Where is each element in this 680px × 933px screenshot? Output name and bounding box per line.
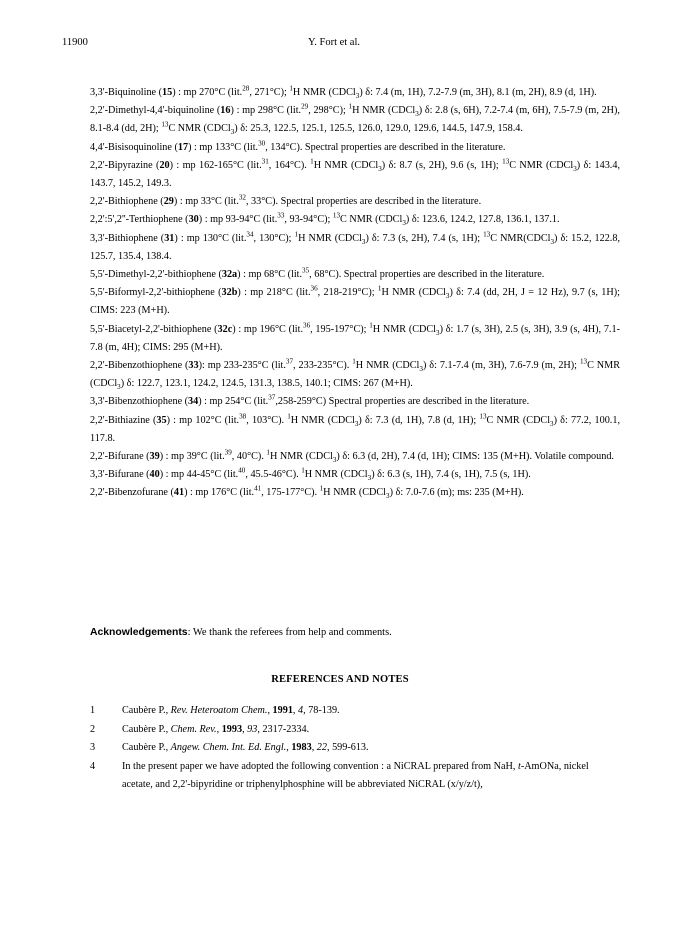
bold-text: 16: [220, 105, 231, 117]
text-run: Caubère P.,: [122, 705, 171, 716]
italic-text: Rev. Heteroatom Chem.: [170, 705, 268, 716]
text-run: ) : mp 162-165°C (lit.: [169, 159, 262, 171]
reference-text: [122, 721, 620, 740]
text-run: , 271°C);: [249, 87, 290, 98]
subscript: 3: [419, 365, 423, 374]
text-run: ) δ: 2.8 (s, 6H), 7.2-7.4 (m, 6H), 7.5-7.9 (m, 2H), 8.1-8.4 (dd, 2H);: [90, 105, 620, 135]
reference-text: [122, 758, 620, 795]
text-run: 5,5'-Biformyl-2,2'-bithiophene (: [90, 287, 222, 299]
subscript: 3: [573, 164, 577, 173]
text-run: Caubère P.,: [122, 723, 171, 735]
superscript: 35: [302, 266, 310, 275]
bold-text: 1993: [221, 723, 243, 735]
text-run: , 40°C).: [231, 451, 267, 463]
text-run: C NMR (CDCl: [340, 214, 403, 226]
bold-text: 32b: [221, 287, 238, 299]
italic-text: 22: [316, 742, 327, 754]
superscript: 1: [348, 102, 353, 111]
subscript: 3: [415, 110, 419, 119]
text-run: , 33°C). Spectral properties are described in the literature.: [245, 196, 482, 208]
italic-text: Angew. Chem. Int. Ed. Engl.: [170, 742, 287, 754]
text-run: 2,2'-Bibenzothiophene (: [90, 360, 189, 372]
bold-text: 40: [149, 469, 160, 481]
compound-entry: [90, 284, 620, 320]
superscript: 1: [352, 357, 356, 366]
superscript: 39: [224, 448, 232, 457]
text-run: ) δ: 7.0-7.6 (m); ms: 235 (M+H).: [389, 487, 524, 499]
superscript: 31: [261, 157, 269, 166]
text-run: C NMR (CDCl: [486, 414, 551, 426]
compound-entry: [90, 448, 620, 466]
superscript: 1: [287, 412, 291, 421]
compound-data-list: [90, 84, 620, 503]
subscript: 3: [550, 419, 554, 428]
text-run: , 2317-2334.: [257, 723, 310, 735]
reference-number: 2: [90, 723, 96, 735]
acknowledgements: [90, 627, 620, 638]
reference-number: 1: [90, 705, 96, 716]
text-run: H NMR (CDCl: [304, 469, 368, 481]
text-run: ) : mp 102°C (lit.: [166, 414, 240, 426]
text-run: 3,3'-Bithiophene (: [90, 232, 165, 244]
page-number: 11900: [62, 37, 88, 48]
text-run: ) δ: 25.3, 122.5, 125.1, 125.5, 126.0, 129.0, 129.6, 144.5, 147.9, 158.4.: [234, 123, 523, 135]
compound-entry: [90, 412, 620, 448]
bold-text: 32a: [221, 269, 238, 281]
bold-text: 33: [188, 360, 199, 372]
reference-item: [90, 721, 620, 740]
compound-entry: [90, 266, 620, 284]
text-run: , 93-94°C);: [284, 214, 333, 226]
text-run: ,: [292, 705, 298, 716]
subscript: 3: [436, 328, 440, 337]
text-run: H NMR (CDCl: [355, 360, 420, 372]
compound-entry: [90, 466, 620, 484]
italic-text: t: [517, 760, 521, 772]
text-run: 2,2':5',2''-Terthiophene (: [90, 214, 189, 226]
reference-item: [90, 739, 620, 758]
subscript: 3: [445, 292, 450, 301]
text-run: H NMR (CDCl: [292, 87, 356, 98]
text-run: 4,4'-Bisisoquinoline (: [90, 141, 178, 153]
italic-text: Chem. Rev.: [170, 723, 217, 735]
text-run: ) : mp 93-94°C (lit.: [198, 214, 278, 226]
compound-entry: [90, 230, 620, 266]
reference-item: [90, 758, 620, 795]
text-run: ) δ: 7.3 (d, 1H), 7.8 (d, 1H);: [358, 414, 480, 426]
running-head: Y. Fort et al.: [308, 37, 361, 48]
compound-entry: [90, 193, 620, 211]
text-run: Caubère P.,: [122, 742, 171, 754]
text-run: ) : mp 176°C (lit.: [184, 487, 255, 499]
superscript: 1: [266, 448, 270, 457]
text-run: ) δ: 7.3 (s, 2H), 7.4 (s, 1H);: [365, 232, 484, 244]
superscript: 37: [268, 394, 276, 403]
superscript: 1: [310, 157, 314, 166]
text-run: 5,5'-Dimethyl-2,2'-bithiophene (: [90, 269, 222, 281]
acknowledgements-label: Acknowledgements: [90, 627, 188, 638]
compound-entry: [90, 139, 620, 157]
text-run: H NMR (CDCl: [372, 323, 437, 335]
text-run: ,: [216, 723, 222, 735]
reference-number: 4: [90, 760, 96, 772]
subscript: 3: [367, 474, 372, 483]
text-run: ) δ: 6.3 (d, 2H), 7.4 (d, 1H); CIMS: 135 (M+H). Volatile compound.: [336, 451, 614, 463]
superscript: 13: [479, 412, 487, 421]
subscript: 3: [354, 419, 359, 428]
text-run: ) : mp 270°C (lit.: [172, 87, 243, 98]
text-run: ) : mp 254°C (lit.: [198, 396, 269, 408]
text-run: C NMR(CDCl: [490, 232, 551, 244]
text-run: ) δ: 143.4, 143.7, 145.2, 149.3.: [90, 159, 620, 190]
subscript: 3: [355, 92, 360, 101]
text-run: ) δ: 122.7, 123.1, 124.2, 124.5, 131.3, 138.5, 140.1; CIMS: 267 (M+H).: [120, 378, 413, 390]
superscript: 41: [254, 485, 262, 494]
compound-entry: [90, 84, 620, 102]
text-run: ,258-259°C) Spectral properties are described in the literature.: [275, 396, 530, 408]
text-run: 2,2'-Bibenzofurane (: [90, 487, 174, 499]
text-run: ) : mp 44-45°C (lit.: [159, 469, 239, 481]
superscript: 38: [239, 412, 247, 421]
text-run: C NMR (CDCl: [509, 159, 574, 171]
text-run: , 134°C). Spectral properties are described in the literature.: [265, 141, 506, 153]
text-run: -AmONa, nickel acetate, and 2,2'-bipyridine or triphenylphosphine will be abbreviated NiCRAL (x/y/z/t),: [122, 760, 589, 791]
superscript: 33: [277, 212, 285, 221]
compound-entry: [90, 393, 620, 411]
compound-entry: [90, 157, 620, 193]
superscript: 28: [242, 84, 250, 93]
text-run: ) δ: 1.7 (s, 3H), 2.5 (s, 3H), 3.9 (s, 4H), 7.1-7.8 (m, 4H); CIMS: 295 (M+H).: [90, 323, 620, 353]
bold-text: 1983: [291, 742, 312, 754]
superscript: 37: [285, 357, 294, 366]
references-heading: REFERENCES AND NOTES: [271, 674, 409, 685]
text-run: ) δ: 77.2, 100.1, 117.8.: [90, 414, 620, 444]
text-run: ) : mp 133°C (lit.: [188, 141, 259, 153]
reference-number: 3: [90, 742, 96, 754]
bold-text: 15: [162, 87, 173, 98]
text-run: , 233-235°C).: [293, 360, 353, 372]
acknowledgements-text: : We thank the referees from help and comments.: [187, 627, 392, 638]
text-run: ,: [311, 742, 317, 754]
subscript: 3: [386, 492, 390, 501]
superscript: 32: [238, 193, 246, 202]
bold-text: 41: [173, 487, 185, 499]
text-run: H NMR (CDCl: [323, 487, 387, 499]
text-run: ) : mp 68°C (lit.: [237, 269, 303, 281]
bold-text: 30: [188, 214, 199, 226]
text-run: C NMR (CDCl: [168, 123, 231, 135]
text-run: , 175-177°C).: [261, 487, 320, 499]
text-run: ) δ: 8.7 (s, 2H), 9.6 (s, 1H);: [381, 159, 503, 171]
superscript: 1: [294, 230, 299, 239]
text-run: H NMR (CDCl: [269, 451, 333, 463]
text-run: , 298°C);: [308, 105, 349, 117]
reference-item: [90, 702, 620, 721]
superscript: 13: [502, 157, 510, 166]
compound-entry: [90, 321, 620, 357]
text-run: ,: [242, 723, 248, 735]
superscript: 13: [332, 212, 341, 221]
text-run: H NMR (CDCl: [290, 414, 355, 426]
subscript: 3: [230, 128, 235, 137]
text-run: , 195-197°C);: [310, 323, 370, 335]
text-run: 2,2'-Dimethyl-4,4'-biquinoline (: [90, 105, 221, 117]
superscript: 30: [258, 139, 266, 148]
text-run: 5,5'-Biacetyl-2,2'-bithiophene (: [90, 323, 218, 335]
bold-text: 29: [163, 196, 174, 208]
bold-text: 34: [188, 396, 199, 408]
superscript: 13: [579, 357, 588, 366]
bold-text: 39: [149, 451, 160, 463]
superscript: 13: [161, 121, 169, 130]
text-run: 3,3'-Biquinoline (: [90, 87, 163, 98]
text-run: ,: [286, 742, 292, 754]
bold-text: 32c: [217, 323, 233, 335]
superscript: 34: [246, 230, 254, 239]
reference-text: [122, 702, 620, 721]
compound-entry: [90, 102, 620, 138]
text-run: H NMR (CDCl: [313, 159, 379, 171]
text-run: ) δ: 15.2, 122.8, 125.7, 135.4, 138.4.: [90, 232, 620, 262]
text-run: ) δ: 7.1-7.4 (m, 3H), 7.6-7.9 (m, 2H);: [422, 360, 580, 372]
text-run: ) δ: 123.6, 124.2, 127.8, 136.1, 137.1.: [405, 214, 560, 226]
text-run: , 164°C).: [268, 159, 311, 171]
superscript: 1: [289, 84, 293, 93]
superscript: 1: [301, 466, 305, 475]
text-run: , 103°C).: [246, 414, 288, 426]
bold-text: 17: [177, 141, 189, 153]
reference-text: [122, 739, 620, 758]
text-run: 3,3'-Bifurane (: [90, 469, 150, 481]
text-run: , 78-139.: [303, 705, 340, 716]
italic-text: 93: [247, 723, 258, 735]
text-run: ) δ: 6.3 (s, 1H), 7.4 (s, 1H), 7.5 (s, 1H).: [371, 469, 531, 481]
bold-text: 20: [159, 159, 170, 171]
text-run: ) : mp 298°C (lit.: [230, 105, 302, 117]
text-run: ): mp 233-235°C (lit.: [198, 360, 286, 372]
text-run: 2,2'-Bithiophene (: [90, 196, 164, 208]
superscript: 36: [310, 284, 318, 293]
references-list: [90, 702, 620, 795]
text-run: ) : mp 130°C (lit.: [174, 232, 247, 244]
compound-entry: [90, 357, 620, 393]
subscript: 3: [361, 237, 366, 246]
text-run: 2,2'-Bifurane (: [90, 451, 150, 463]
text-run: , 218-219°C);: [317, 287, 378, 299]
text-run: In the present paper we have adopted the following convention : a NiCRAL prepared from NaH,: [122, 760, 518, 772]
superscript: 1: [369, 321, 373, 330]
text-run: ) : mp 33°C (lit.: [173, 196, 239, 208]
italic-text: 4: [298, 705, 304, 716]
text-run: ) : mp 39°C (lit.: [159, 451, 225, 463]
subscript: 3: [402, 219, 406, 228]
superscript: 1: [319, 485, 324, 494]
text-run: ) δ: 7.4 (dd, 2H, J = 12 Hz), 9.7 (s, 1H); CIMS: 223 (M+H).: [90, 287, 620, 317]
text-run: , 68°C). Spectral properties are described in the literature.: [309, 269, 545, 281]
text-run: ) δ: 7.4 (m, 1H), 7.2-7.9 (m, 3H), 8.1 (m, 2H), 8.9 (d, 1H).: [359, 87, 597, 98]
subscript: 3: [378, 164, 382, 173]
text-run: C NMR (CDCl: [90, 360, 621, 390]
subscript: 3: [550, 237, 555, 246]
compound-entry: [90, 211, 620, 229]
bold-text: 35: [156, 414, 167, 426]
text-run: , 45.5-46°C).: [245, 469, 302, 481]
bold-text: 1991: [272, 705, 293, 716]
text-run: , 599-613.: [326, 742, 369, 754]
subscript: 3: [332, 456, 337, 465]
text-run: 3,3'-Bibenzothiophene (: [90, 396, 189, 408]
superscript: 29: [301, 102, 309, 111]
text-run: H NMR (CDCl: [352, 105, 416, 117]
superscript: 36: [303, 321, 311, 330]
text-run: 2,2'-Bithiazine (: [90, 414, 157, 426]
text-run: H NMR (CDCl: [381, 287, 446, 299]
text-run: ) : mp 218°C (lit.: [237, 287, 311, 299]
superscript: 1: [377, 284, 382, 293]
subscript: 3: [117, 383, 121, 392]
text-run: H NMR (CDCl: [298, 232, 362, 244]
bold-text: 31: [164, 232, 175, 244]
superscript: 13: [483, 230, 491, 239]
text-run: ,: [267, 705, 273, 716]
compound-entry: [90, 484, 620, 502]
superscript: 40: [238, 466, 246, 475]
text-run: , 130°C);: [253, 232, 295, 244]
text-run: 2,2'-Bipyrazine (: [90, 159, 160, 171]
text-run: ) : mp 196°C (lit.: [232, 323, 304, 335]
